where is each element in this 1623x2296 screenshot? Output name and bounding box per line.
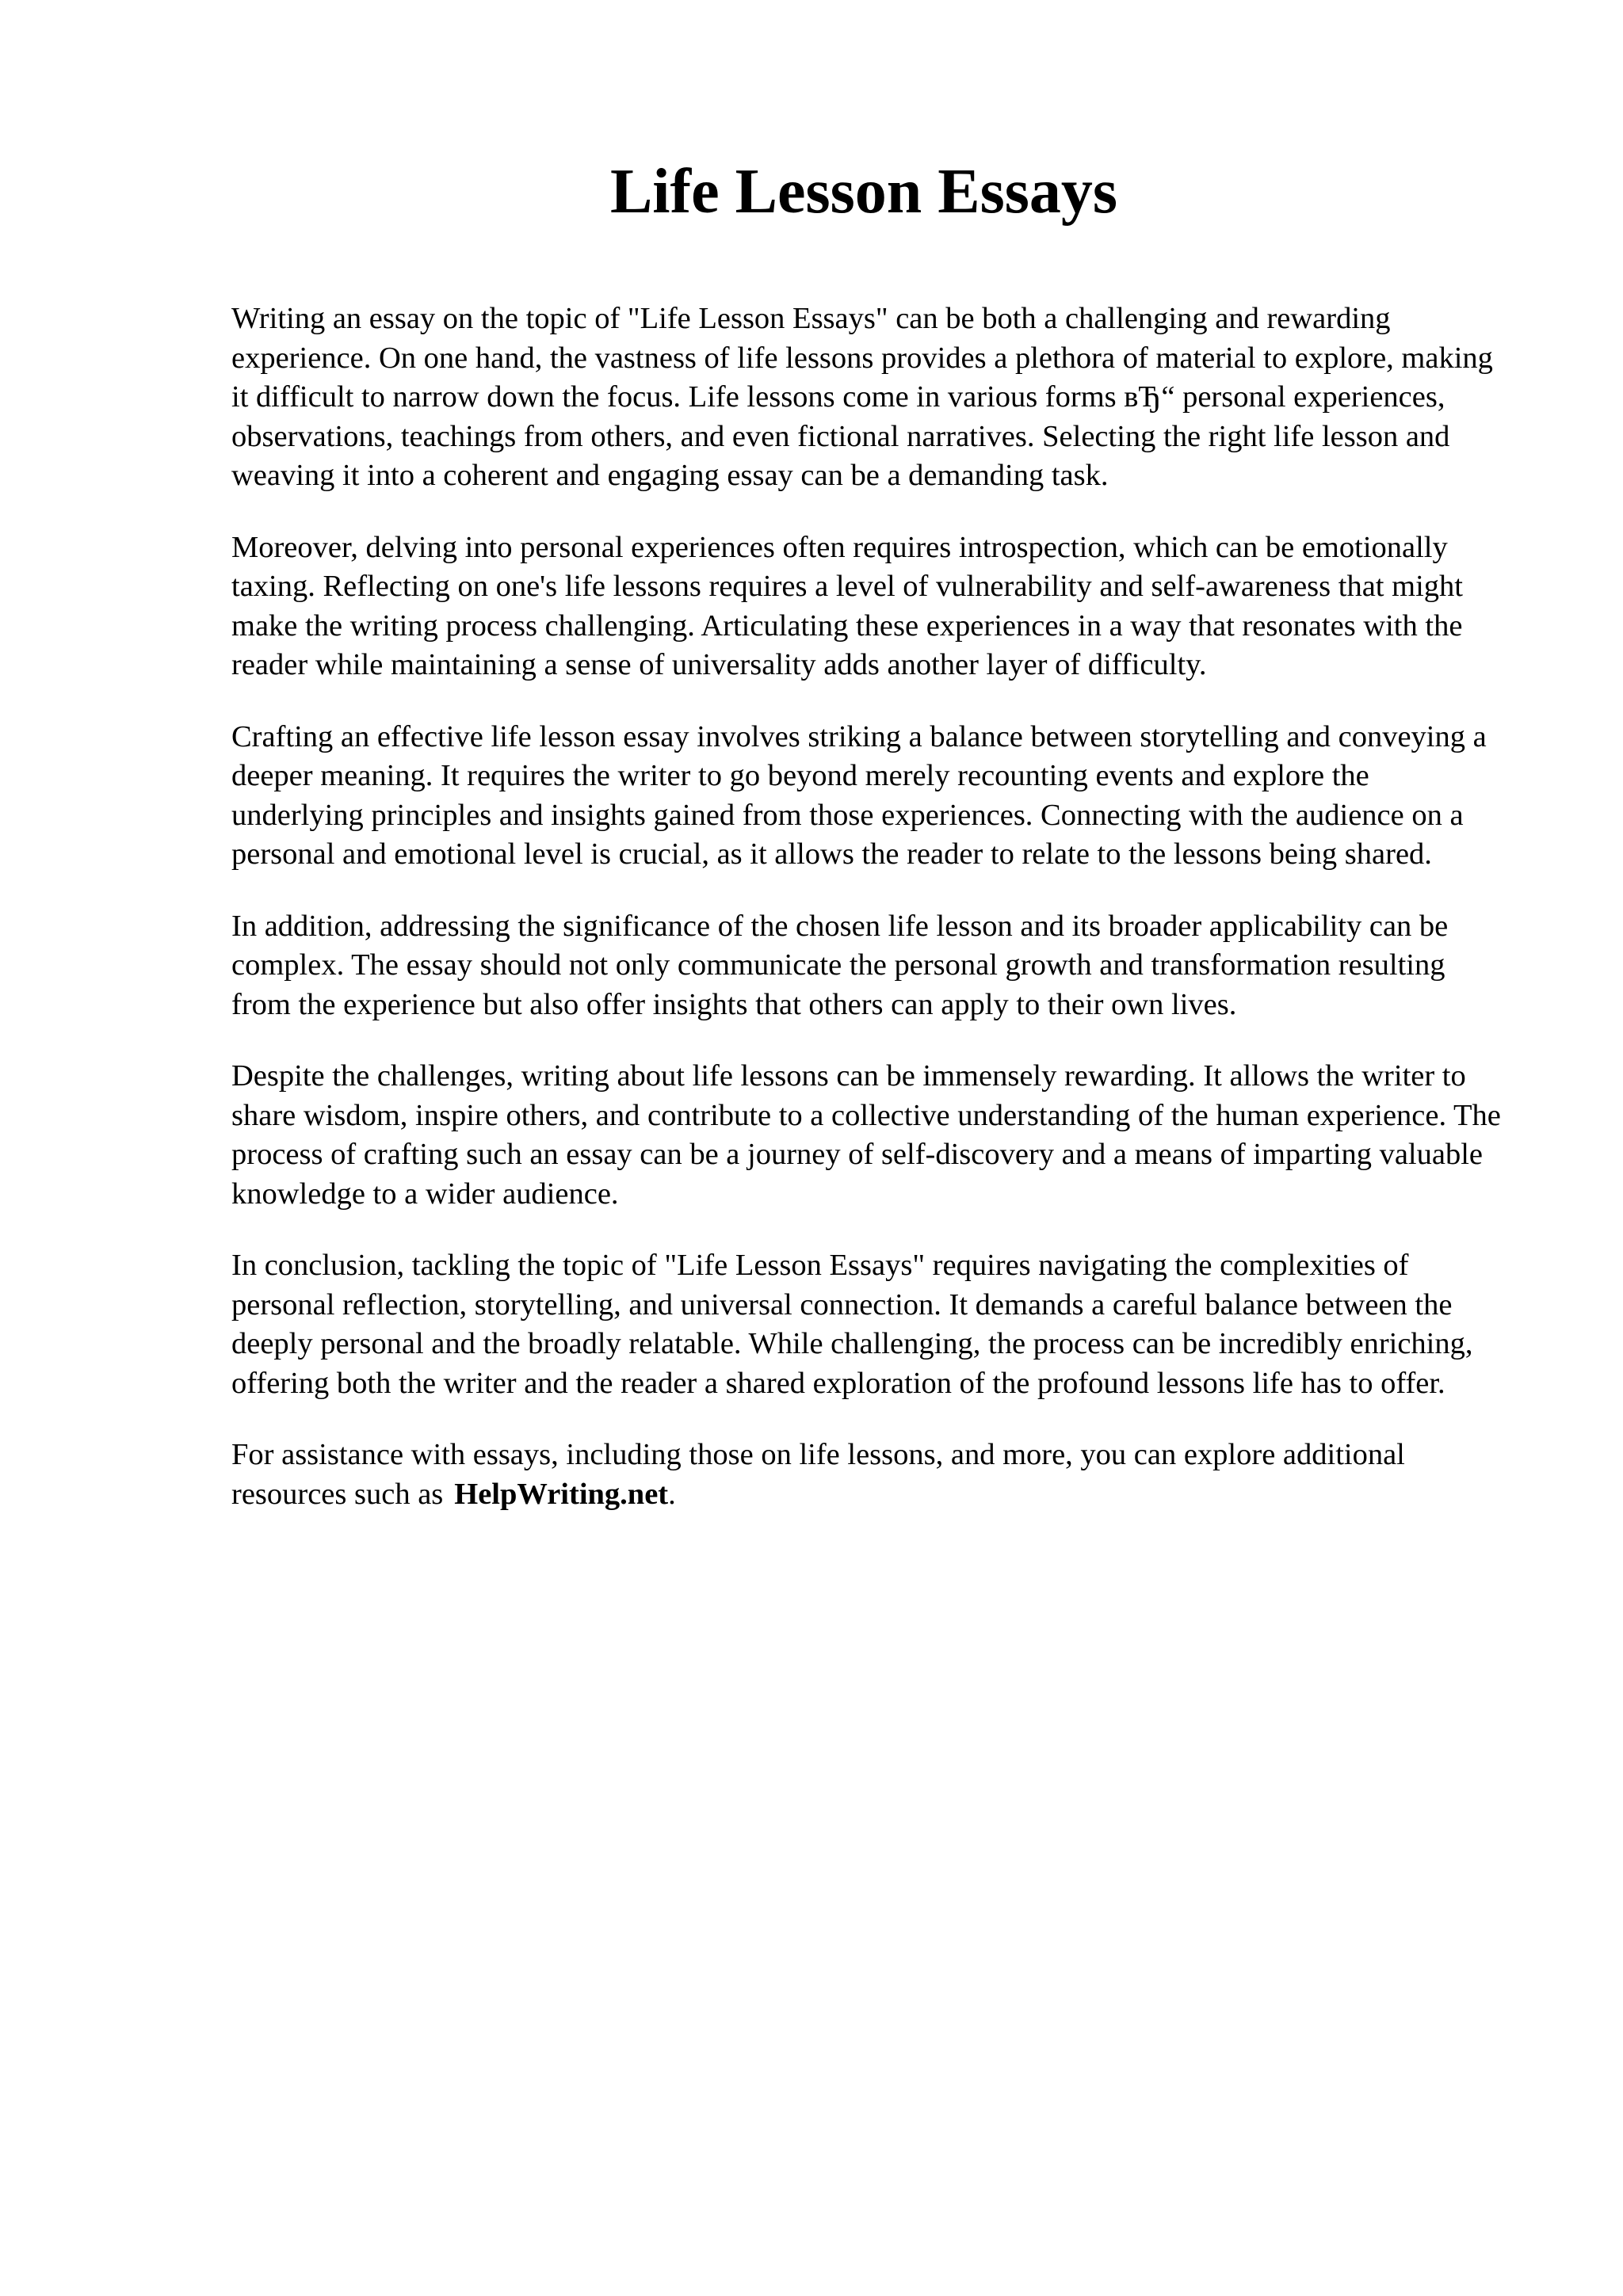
paragraph-5: Despite the challenges, writing about life lessons can be immensely rewarding. It allows the writer to share wisdom, inspire others, and contribute to a collective understanding of the human experience. The process of crafting such an essay can be a journey of self-discovery and a means of imparting valuable knowledge to a wider audience. (231, 1059, 1501, 1211)
helpwriting-link[interactable]: HelpWriting.net (454, 1477, 669, 1511)
paragraph-1: Writing an essay on the topic of "Life Lesson Essays" can be both a challenging and rewarding experience. On one hand, the vastness of life lessons provides a plethora of material to explore, making it difficult to narrow down the focus. Life lessons come in various forms вЂ“ personal experiences, observations, teachings from others, and even fictional narratives. Selecting the right life lesson and weaving it into a coherent and engaging essay can be a demanding task. (231, 302, 1493, 492)
essay-body (231, 299, 1507, 1547)
page-title: Life Lesson Essays (609, 157, 1118, 227)
closing-text: For assistance with essays, including those on life lessons, and more, you can explore additional resources such as (231, 1438, 1405, 1511)
paragraph-3: Crafting an effective life lesson essay involves striking a balance between storytelling and conveying a deeper meaning. It requires the writer to go beyond merely recounting events and explore the underlying principles and insights gained from those experiences. Connecting with the audience on a personal and emotional level is crucial, as it allows the reader to relate to the lessons being shared. (231, 719, 1487, 871)
paragraph-6: In conclusion, tackling the topic of "Life Lesson Essays" requires navigating the complexities of personal reflection, storytelling, and universal connection. It demands a careful balance between the deeply personal and the broadly relatable. While challenging, the process can be incredibly enriching, offering both the writer and the reader a shared exploration of the profound lessons life has to offer. (231, 1249, 1473, 1400)
closing-period: . (668, 1477, 676, 1511)
paragraph-4: In addition, addressing the significance of the chosen life lesson and its broader applicability can be complex. The essay should not only communicate the personal growth and transformation resulting from the experience but also offer insights that others can apply to their own lives. (231, 909, 1449, 1021)
closing-paragraph (231, 1436, 1507, 1514)
paragraph-2: Moreover, delving into personal experiences often requires introspection, which can be emotionally taxing. Reflecting on one's life lessons requires a level of vulnerability and self-awareness that might make the writing process challenging. Articulating these experiences in a way that resonates with the reader while maintaining a sense of universality adds another layer of difficulty. (231, 530, 1463, 681)
